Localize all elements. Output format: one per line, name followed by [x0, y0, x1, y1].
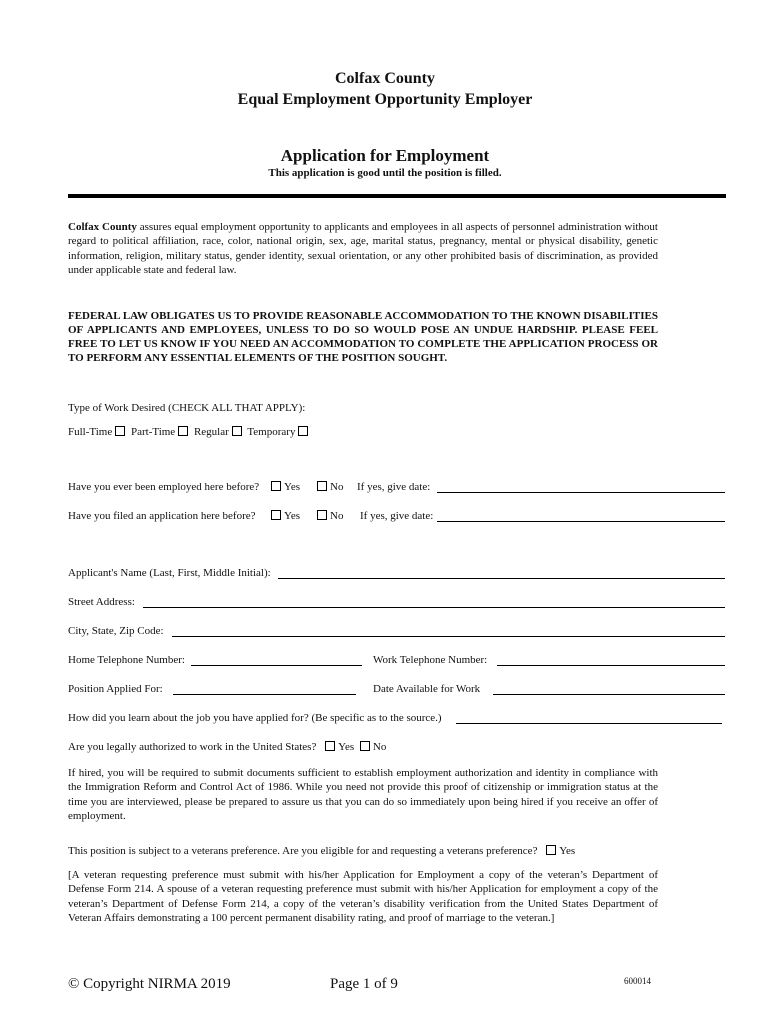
- date-available-label: Date Available for Work: [373, 683, 481, 695]
- city-state-zip-field[interactable]: [172, 624, 725, 637]
- employed-before-no-option: [314, 480, 343, 494]
- date-available-field[interactable]: [493, 682, 725, 695]
- home-phone-field[interactable]: [191, 653, 362, 666]
- work-authorization-yes-checkbox[interactable]: [325, 741, 335, 751]
- city-state-zip-label: City, State, Zip Code:: [68, 625, 164, 637]
- page-number: Page 1 of 9: [330, 976, 398, 992]
- veterans-row: [68, 844, 575, 858]
- header-divider: [68, 194, 726, 198]
- work-phone-label: Work Telephone Number:: [373, 654, 488, 666]
- form-title: Application for Employment: [280, 146, 490, 165]
- filed-before-question: Have you filed an application here before?: [68, 510, 256, 522]
- applicant-name-label: Applicant's Name (Last, First, Middle Initial):: [68, 567, 271, 579]
- work-phone-field[interactable]: [497, 653, 725, 666]
- home-phone-label: Home Telephone Number:: [68, 654, 185, 666]
- street-address-field[interactable]: [143, 595, 725, 608]
- filed-before-no-option: [314, 509, 343, 523]
- position-applied-label: Position Applied For:: [68, 683, 163, 695]
- org-subtitle: Equal Employment Opportunity Employer: [237, 91, 533, 108]
- work-authorization-question: Are you legally authorized to work in the United States?: [68, 741, 317, 753]
- filed-before-date-label: If yes, give date:: [360, 510, 434, 522]
- work-type-temporary-checkbox[interactable]: [298, 426, 308, 436]
- position-applied-field[interactable]: [173, 682, 356, 695]
- eeo-text: assures equal employment opportunity to applicants and employees in all aspects of personnel administration without regard to political affiliation, race, color, national origin, sex, age, marital status, pregnancy, mental or physical disability, genetic information, religion, military status, gender identity, sexual orientation, or any other prohibited basis of discrimination, as provided under applicable state and federal law.: [68, 221, 658, 276]
- employed-before-yes-label: Yes: [284, 481, 301, 493]
- work-type-temporary-label: Temporary: [247, 426, 296, 438]
- filed-before-yes-label: Yes: [284, 510, 301, 522]
- work-type-label: Type of Work Desired (CHECK ALL THAT APPLY):: [68, 402, 306, 414]
- filed-before-date-field[interactable]: [437, 509, 725, 522]
- job-source-label: How did you learn about the job you have applied for? (Be specific as to the source.): [68, 712, 442, 724]
- work-authorization-yes-label: Yes: [338, 741, 355, 753]
- filed-before-no-label: No: [330, 510, 344, 522]
- validity-note: This application is good until the position is filled.: [268, 167, 502, 179]
- applicant-name-field[interactable]: [278, 566, 725, 579]
- filed-before-yes-checkbox[interactable]: [271, 510, 281, 520]
- veterans-question: This position is subject to a veterans preference. Are you eligible for and requesting a veterans preference?: [68, 845, 538, 857]
- work-type-regular-label: Regular: [193, 426, 229, 438]
- work-type-parttime-checkbox[interactable]: [178, 426, 188, 436]
- veterans-yes-checkbox[interactable]: [546, 845, 556, 855]
- eeo-lead: Colfax County: [68, 221, 137, 233]
- job-source-field[interactable]: [456, 711, 722, 724]
- employed-before-yes-checkbox[interactable]: [271, 481, 281, 491]
- filed-before-yes-option: [268, 509, 300, 523]
- work-type-regular-checkbox[interactable]: [232, 426, 242, 436]
- street-address-label: Street Address:: [68, 596, 135, 608]
- copyright-notice: © Copyright NIRMA 2019: [68, 976, 231, 992]
- work-type-fulltime-label: Full-Time: [68, 426, 113, 438]
- form-code: 600014: [624, 976, 651, 986]
- employed-before-question: Have you ever been employed here before?: [68, 481, 260, 493]
- immigration-notice: If hired, you will be required to submit documents sufficient to establish employment authorization and identity in compliance with the Immigration Reform and Control Act of 1986. While you need not provide this proof of citizenship or immigration status at the time you are interviewed, please be prepared to assure us that you can do so immediately upon being hired if you receive an offer of employment.: [68, 767, 658, 822]
- work-authorization-row: [68, 740, 386, 754]
- employed-before-date-field[interactable]: [437, 480, 725, 493]
- employed-before-date-label: If yes, give date:: [357, 481, 431, 493]
- work-authorization-no-checkbox[interactable]: [360, 741, 370, 751]
- work-type-fulltime-checkbox[interactable]: [115, 426, 125, 436]
- employed-before-no-checkbox[interactable]: [317, 481, 327, 491]
- veterans-note: [A veteran requesting preference must submit with his/her Application for Employment a copy of the veteran’s Department of Defense Form 214. A spouse of a veteran requesting preference must submit with his/her Application for employment a copy of the veteran’s Department of Defense Form 214, a copy of the veteran’s disability verification from the United States Department of Veteran Affairs demonstrating a 100 percent permanent disability rating, and proof of marriage to the veteran.]: [68, 869, 658, 924]
- employed-before-no-label: No: [330, 481, 344, 493]
- work-type-options: [68, 425, 311, 439]
- filed-before-no-checkbox[interactable]: [317, 510, 327, 520]
- federal-law-notice: FEDERAL LAW OBLIGATES US TO PROVIDE REASONABLE ACCOMMODATION TO THE KNOWN DISABILITIES OF APPLICANTS AND EMPLOYEES, UNLESS TO DO SO WOULD POSE AN UNDUE HARDSHIP. PLEASE FEEL FREE TO LET US KNOW IF YOU NEED AN ACCOMMODATION TO COMPLETE THE APPLICATION PROCESS OR TO PERFORM ANY ESSENTIAL ELEMENTS OF THE POSITION SOUGHT.: [68, 310, 658, 364]
- veterans-yes-label: Yes: [559, 845, 576, 857]
- eeo-statement: [68, 220, 658, 277]
- employed-before-yes-option: [268, 480, 300, 494]
- work-type-parttime-label: Part-Time: [130, 426, 176, 438]
- org-name: Colfax County: [334, 70, 435, 87]
- work-authorization-no-label: No: [372, 741, 387, 753]
